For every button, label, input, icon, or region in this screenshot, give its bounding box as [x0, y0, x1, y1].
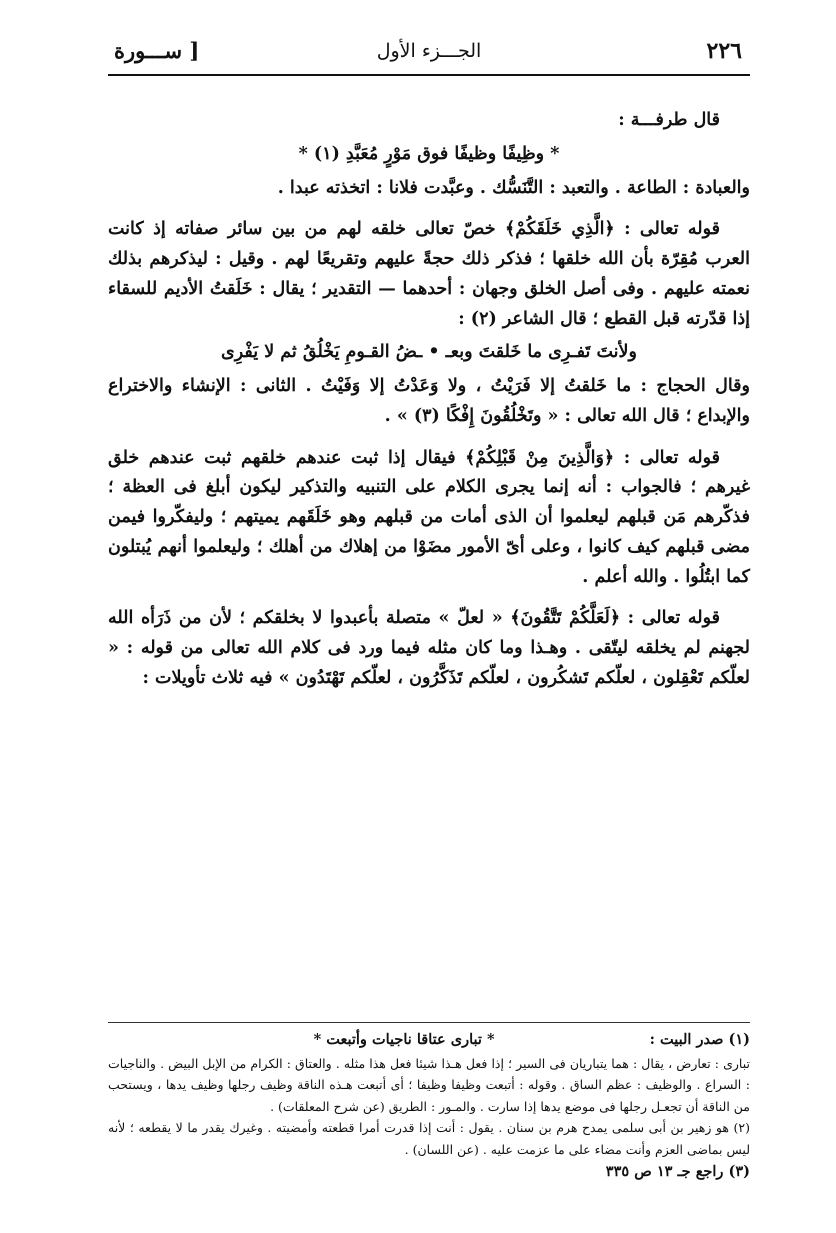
- footnotes: [108, 1028, 750, 1185]
- footnote-3-text: (٣) راجع جـ ١٣ ص ٣٣٥: [605, 1163, 750, 1181]
- paragraph: وقال الحجاج : ما خَلقتُ إلا فَرَيْتُ ، ولا وَعَدْتُ إلا وَفَيْتُ . الثانى : الإنشاء والاختراع والإبداع ؛ قال الله تعالى : « وتَخْلُقُونَ إِفْكًا (٣) » .: [108, 376, 750, 426]
- page-number: ٢٢٦: [706, 38, 742, 64]
- footnote-1-verse: * تبارى عتاقا ناجيات وأتبعت *: [313, 1031, 495, 1048]
- running-title: الجـــزء الأول: [376, 40, 482, 62]
- surah-label: [ ســـورة: [114, 38, 200, 63]
- footnote-2-text: (٢) هو زهير بن أبى سلمى يمدح هرم بن سنان . يقول : أنت إذا قدرت أمرا قطعته وأمضيته . وغيرك يقدر ما لا يقطعه ؛ لأنه ليس بماضى العزم وأنت مضاء على ما عزمت عليه . (عن اللسان) .: [108, 1120, 750, 1157]
- verse-line: ولأنتَ تَفـرِى ما خَلقتَ وبعـ • ـضُ القـومِ يَخْلُقُ ثم لا يَفْرِى: [221, 342, 637, 363]
- paragraph: قوله تعالى : ﴿لَعَلَّكُمْ تَتَّقُونَ﴾ « لعلّ » متصلة بأعبدوا لا بخلقكم ؛ لأن من ذَرَأه الله لجهنم لم يخلقه ليتّقى . وهـذا وما كان مثله فيما ورد فى كلام الله تعالى من قوله : « لعلّكم تَعْقِلون ، لعلّكم تَشكُرون ، لعلّكم تَذَكَّرُون ، لعلّكم تَهْتَدُون » فيه ثلاث تأويلات :: [108, 608, 750, 688]
- main-text: [108, 106, 750, 694]
- footnote-1-label: (١) صدر البيت :: [649, 1031, 750, 1048]
- verse-line: * وظِيفًا وظيفًا فوق مَوْرٍ مُعَبَّدِ (١) *: [298, 143, 560, 164]
- paragraph: قوله تعالى : ﴿الَّذِي خَلَقَكُمْ﴾ خصّ تعالى خلقه لهم من بين سائر صفاته إذ كانت العرب مُقِرّة بأن الله خلقها ؛ فذكر ذلك حجةً عليهم وتقريعًا لهم . وقيل : ليذكرهم بذلك نعمته عليهم . وفى أصل الخلق وجهان : أحدهما — التقدير ؛ يقال : خَلَقتُ الأديم للسقاء إذا قدّرته قبل القطع ؛ قال الشاعر (٢) :: [108, 219, 750, 329]
- poet-attribution: قال طرفـــة :: [618, 110, 720, 130]
- paragraph: والعبادة : الطاعة . والتعبد : التَّنَسُّك . وعبَّدت فلانا : اتخذته عبدا .: [277, 177, 750, 198]
- footnote-1-text: تبارى : تعارض ، يقال : هما يتباريان فى السير ؛ إذا فعل هـذا شيئا فعل هذا مثله . والعتاق : الكرام من الإبل البيض . والناجيات : السراع . والوظيف : عظم الساق . وقوله : أتبعت وظيفا وظيفا ؛ أى أتبعت هـذه الناقة وظيف رجلها وظيف يدها ، ويستحب من الناقة أن تجعـل رجلها فى موضع يدها إذا سارت . والمـور : الطريق (عن شرح المعلقات) .: [108, 1055, 750, 1114]
- footnote-1-heading: [108, 1028, 750, 1053]
- page-header: [108, 34, 750, 76]
- paragraph: قوله تعالى : ﴿وَالَّذِينَ مِنْ قَبْلِكُمْ﴾ فيقال إذا ثبت عندهم خلقهم ثبت عندهم خلق غيرهم ؛ فالجواب : أنه إنما يجرى الكلام على التنبيه والتذكير ليكون أبلغ فى العظة ؛ فذكّرهم مَن قبلهم ليعلموا أن الذى أمات من قبلهم وهو خَلَقَهم يميتهم ؛ وليفكّروا فيمن مضى قبلهم كيف كانوا ، وعلى أىّ الأمور مضَوْا من إهلاك من أهلك ؛ وليعلموا أنهم يُبتلون كما ابتُلُوا . والله أعلم .: [108, 447, 750, 587]
- footnote-rule: [108, 1022, 750, 1023]
